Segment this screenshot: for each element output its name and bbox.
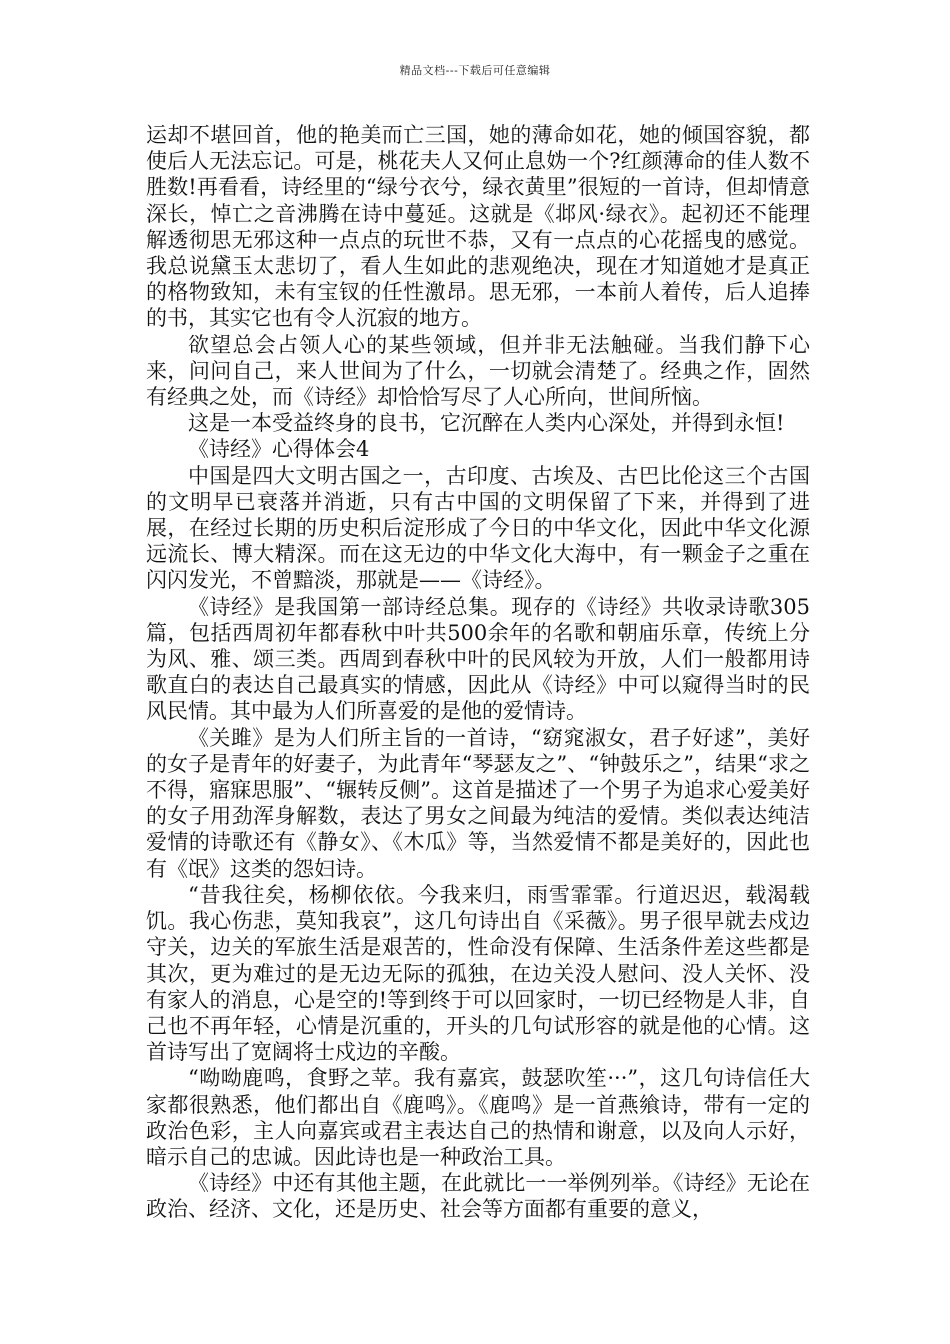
paragraph-7: 《关雎》是为人们所主旨的一首诗，“窈窕淑女，君子好逑”，美好的女子是青年的好妻子，为此青年“琴瑟友之”、“钟鼓乐之”，结果“求之不得，寤寐思服”、“辗转反侧”。这首是描述了一个男子为追求心爱美好的女子用劲浑身解数，表达了男女之间最为纯洁的爱情。类似表达纯洁爱情的诗歌还有《静女》、《木瓜》等，当然爱情不都是美好的，因此也有《氓》这类的怨妇诗。 (146, 725, 810, 881)
paragraph-10: 《诗经》中还有其他主题，在此就比一一举例列举。《诗经》无论在政治、经济、文化，还是历史、社会等方面都有重要的意义， (146, 1171, 810, 1222)
section-title: 《诗经》心得体会4 (188, 437, 370, 462)
paragraph-8: “昔我往矣，杨柳依依。今我来归，雨雪霏霏。行道迟迟，载渴载饥。我心伤悲，莫知我哀”，这几句诗出自《采薇》。男子很早就去戍边守关，边关的军旅生活是艰苦的，性命没有保障、生活条件差这些都是其次，更为难过的是无边无际的孤独，在边关没人慰问、没人关怀、没有家人的消息，心是空的!等到终于可以回家时，一切已经物是人非，自己也不再年轻，心情是沉重的，开头的几句试形容的就是他的心情。这首诗写出了宽阔将士戍边的辛酸。 (146, 882, 810, 1065)
paragraph-2: 欲望总会占领人心的某些领域，但并非无法触碰。当我们静下心来，问问自己，来人世间为了什么，一切就会清楚了。经典之作，固然有经典之处，而《诗经》却恰恰写尽了人心所向，世间所恼。 (146, 332, 810, 410)
paragraph-1: 运却不堪回首，他的艳美而亡三国，她的薄命如花，她的倾国容貌，都使后人无法忘记。可是，桃花夫人又何止息妫一个?红颜薄命的佳人数不胜数!再看看，诗经里的“绿兮衣兮，绿衣黄里”很短的一首诗，但却情意深长，悼亡之音沸腾在诗中蔓延。这就是《邶风·绿衣》。起初还不能理解透彻思无邪这种一点点的玩世不恭，又有一点点的心花摇曳的感觉。我总说黛玉太悲切了，看人生如此的悲观绝决，现在才知道她才是真正的格物致知，未有宝钗的任性激昂。思无邪，一本前人着传，后人追捧的书，其实它也有令人沉寂的地方。 (146, 123, 810, 331)
paragraph-6: 《诗经》是我国第一部诗经总集。现存的《诗经》共收录诗歌305篇，包括西周初年都春秋中叶共500余年的名歌和朝庙乐章，传统上分为风、雅、颂三类。西周到春秋中叶的民风较为开放，人们一般都用诗歌直白的表达自己最真实的情感，因此从《诗经》中可以窥得当时的民风民情。其中最为人们所喜爱的是他的爱情诗。 (146, 594, 810, 724)
paragraph-9: “呦呦鹿鸣，食野之苹。我有嘉宾，鼓瑟吹笙···”，这几句诗信任大家都很熟悉，他们都出自《鹿鸣》。《鹿鸣》是一首燕飨诗，带有一定的政治色彩，主人向嘉宾或君主表达自己的热情和谢意，以及向人示好，暗示自己的忠诚。因此诗也是一种政治工具。 (146, 1066, 810, 1169)
page-header: 精品文档---下载后可任意编辑 (399, 64, 551, 77)
paragraph-5: 中国是四大文明古国之一，古印度、古埃及、古巴比伦这三个古国的文明早已衰落并消逝，只有古中国的文明保留了下来，并得到了进展，在经过长期的历史积后淀形成了今日的中华文化，因此中华文化源远流长、博大精深。而在这无边的中华文化大海中，有一颗金子之重在闪闪发光，不曾黯淡，那就是——《诗经》。 (146, 463, 810, 593)
document-body (146, 122, 810, 1223)
paragraph-3: 这是一本受益终身的良书，它沉醉在人类内心深处，并得到永恒! (188, 411, 785, 436)
